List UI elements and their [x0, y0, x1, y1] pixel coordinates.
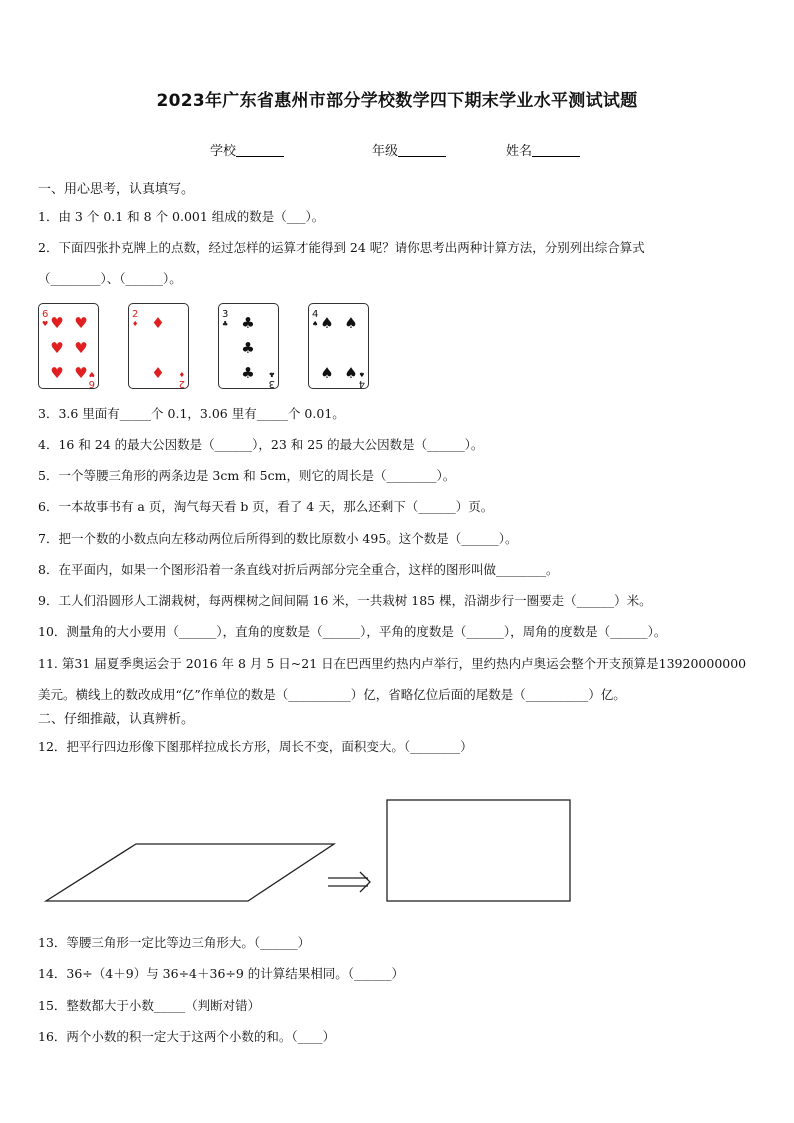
- svg-text:6: 6: [42, 309, 49, 320]
- double-arrow-icon: [328, 872, 370, 892]
- svg-text:♣: ♣: [241, 364, 255, 382]
- question-12: 12．把平行四边形像下图那样拉成长方形，周长不变，面积变大。（________）: [38, 739, 473, 754]
- question-4: 4．16 和 24 的最大公因数是（______），23 和 25 的最大公因数是（______）。: [38, 437, 484, 452]
- svg-text:♥: ♥: [74, 314, 88, 332]
- school-blank[interactable]: [236, 144, 284, 157]
- svg-text:♠: ♠: [320, 314, 334, 332]
- rectangle-shape: [387, 800, 570, 901]
- section-heading-1: 一、用心思考，认真填写。: [38, 182, 195, 197]
- grade-label: 年级: [372, 144, 399, 159]
- svg-text:♣: ♣: [268, 370, 275, 378]
- section-heading-2: 二、仔细推敲，认真辨析。: [38, 712, 195, 727]
- parallelogram-to-rectangle-figure: [38, 790, 598, 910]
- question-5: 5．一个等腰三角形的两条边是 3cm 和 5cm，则它的周长是（________）。: [38, 468, 456, 483]
- question-7: 7．把一个数的小数点向左移动两位后所得到的数比原数小 495。这个数是（______）。: [38, 531, 518, 546]
- svg-text:2: 2: [178, 378, 185, 388]
- svg-text:♠: ♠: [358, 370, 365, 378]
- svg-text:♠: ♠: [344, 364, 358, 382]
- svg-text:4: 4: [358, 378, 365, 388]
- question-16: 16．两个小数的积一定大于这两个小数的和。（____）: [38, 1029, 336, 1044]
- svg-text:♥: ♥: [50, 314, 64, 332]
- page-title: 2023年广东省惠州市部分学校数学四下期末学业水平测试试题: [156, 91, 638, 111]
- svg-text:3: 3: [268, 378, 275, 388]
- svg-text:♠: ♠: [344, 314, 358, 332]
- question-8: 8．在平面内，如果一个图形沿着一条直线对折后两部分完全重合，这样的图形叫做________。: [38, 562, 559, 577]
- svg-text:♥: ♥: [50, 339, 64, 357]
- playing-cards: [38, 303, 378, 391]
- spade-icon: [309, 304, 368, 388]
- transformation-diagram: [38, 790, 598, 910]
- svg-text:♦: ♦: [151, 364, 165, 382]
- svg-text:4: 4: [312, 309, 319, 320]
- question-10: 10．测量角的大小要用（______），直角的度数是（______），平角的度数是（______），周角的度数是（______）。: [38, 624, 667, 639]
- question-14: 14．36÷（4＋9）与 36÷4＋36÷9 的计算结果相同。（______）: [38, 966, 405, 981]
- playing-card-two-diamonds: [128, 303, 189, 389]
- svg-text:3: 3: [222, 309, 229, 320]
- school-label: 学校: [210, 144, 237, 159]
- svg-text:♦: ♦: [151, 314, 165, 332]
- grade-field: [372, 140, 446, 159]
- svg-text:♥: ♥: [50, 364, 64, 382]
- school-field: [210, 140, 284, 159]
- diamond-icon: [129, 304, 188, 388]
- playing-card-four-spades: [308, 303, 369, 389]
- club-icon: [219, 304, 278, 388]
- question-2: 2．下面四张扑克牌上的点数，经过怎样的运算才能得到 24 呢？请你思考出两种计算方法，分别列出综合算式: [38, 240, 645, 255]
- svg-text:♠: ♠: [320, 364, 334, 382]
- question-11-continued: 美元。横线上的数改成用“亿”作单位的数是（__________）亿，省略亿位后面的尾数是（__________）亿。: [38, 687, 626, 702]
- name-label: 姓名: [506, 144, 533, 159]
- svg-text:2: 2: [132, 309, 139, 320]
- svg-text:♦: ♦: [178, 370, 185, 378]
- question-13: 13．等腰三角形一定比等边三角形大。（______）: [38, 935, 311, 950]
- playing-card-six-hearts: [38, 303, 99, 389]
- svg-text:♦: ♦: [132, 320, 139, 328]
- heart-icon: [39, 304, 98, 388]
- name-field: [506, 140, 580, 159]
- svg-text:6: 6: [88, 378, 95, 388]
- question-11: 11. 第31 届夏季奥运会于 2016 年 8 月 5 日~21 日在巴西里约热内卢举行，里约热内卢奥运会整个开支预算是13920000000: [38, 656, 747, 671]
- svg-text:♣: ♣: [241, 314, 255, 332]
- svg-text:♥: ♥: [74, 364, 88, 382]
- svg-text:♣: ♣: [222, 320, 229, 328]
- svg-text:♥: ♥: [42, 320, 49, 328]
- question-1: 1．由 3 个 0.1 和 8 个 0.001 组成的数是（___）。: [38, 209, 325, 224]
- playing-card-three-clubs: [218, 303, 279, 389]
- question-15: 15．整数都大于小数_____（判断对错）: [38, 998, 261, 1013]
- grade-blank[interactable]: [398, 144, 446, 157]
- svg-text:♣: ♣: [241, 339, 255, 357]
- svg-text:♥: ♥: [88, 370, 95, 378]
- name-blank[interactable]: [532, 144, 580, 157]
- question-6: 6．一本故事书有 a 页，淘气每天看 b 页，看了 4 天，那么还剩下（______）页。: [38, 499, 494, 514]
- question-3: 3．3.6 里面有_____个 0.1，3.06 里有_____个 0.01。: [38, 406, 345, 421]
- question-9: 9．工人们沿圆形人工湖栽树，每两棵树之间间隔 16 米，一共栽树 185 棵，沿湖步行一圈要走（______）米。: [38, 593, 652, 608]
- svg-text:♥: ♥: [74, 339, 88, 357]
- question-2-answers: （________）、（______）。: [38, 271, 182, 286]
- svg-text:♠: ♠: [312, 320, 319, 328]
- parallelogram-shape: [46, 844, 334, 901]
